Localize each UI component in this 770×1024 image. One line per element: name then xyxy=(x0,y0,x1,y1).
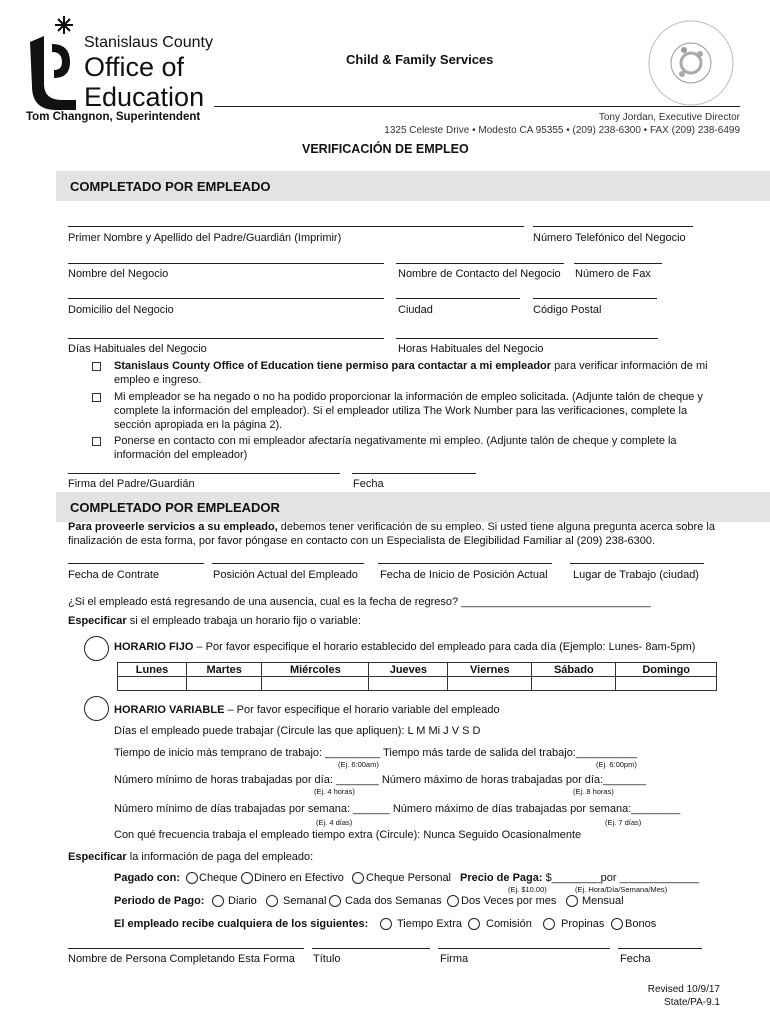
schedule-specify-rest: si el empleado trabaja un horario fijo o variable: xyxy=(126,615,361,627)
variable-schedule-label xyxy=(114,704,500,716)
bonus-label: Bonos xyxy=(625,918,657,930)
bonus-radio[interactable] xyxy=(611,918,623,930)
business-days-line[interactable] xyxy=(68,338,384,339)
schedule-specify-bold: Especificar xyxy=(68,615,127,627)
logo xyxy=(22,12,222,122)
position-start-label: Fecha de Inicio de Posición Actual xyxy=(380,569,548,581)
start-time-line: Tiempo de inicio más temprano de trabajo: _________ Tiempo más tarde de salida del trabajo:__________ xyxy=(114,747,638,759)
refused-text: Mi empleador se ha negado o no ha podido proporcionar la información de empleo solicitada. (Adjunte talón de cheque y complete la información del empleador). Si el empleador utiliza The Work Number para las verificaciones, complete la sección apropiada en la página 2). xyxy=(114,391,703,431)
permission-text xyxy=(114,359,716,387)
schedule-specify xyxy=(68,615,361,627)
business-hours-line[interactable] xyxy=(396,338,658,339)
seal-emblem-icon xyxy=(646,18,736,108)
director: Tony Jordan, Executive Director xyxy=(598,112,740,123)
business-address-line[interactable] xyxy=(68,298,384,299)
city-label: Ciudad xyxy=(398,304,433,316)
permission-checkbox[interactable] xyxy=(92,362,101,371)
business-name-label: Nombre del Negocio xyxy=(68,268,169,280)
revised-date: Revised 10/9/17 xyxy=(647,984,720,995)
fax-line[interactable] xyxy=(574,263,662,264)
period-daily-radio[interactable] xyxy=(212,895,224,907)
example-start: (Ej. 6:00am) xyxy=(338,760,379,769)
fax-label: Número de Fax xyxy=(575,268,651,280)
example-per: (Ej. Hora/Día/Semana/Mes) xyxy=(575,885,668,894)
title-label: Título xyxy=(313,953,341,965)
day-entry-cell[interactable] xyxy=(369,677,448,691)
pay-cash-label: Dinero en Efectivo xyxy=(254,872,344,884)
business-name-line[interactable] xyxy=(68,263,384,264)
return-date-question: ¿Si el empleado está regresando de una ausencia, cual es la fecha de regreso? _______________________________ xyxy=(68,596,651,608)
zip-label: Código Postal xyxy=(533,304,602,316)
period-daily-label: Diario xyxy=(228,895,257,907)
commission-radio[interactable] xyxy=(468,918,480,930)
parent-signature-line[interactable] xyxy=(68,473,340,474)
parent-name-line[interactable] xyxy=(68,226,524,227)
tips-label: Propinas xyxy=(561,918,605,930)
period-biweekly-radio[interactable] xyxy=(329,895,341,907)
tips-radio[interactable] xyxy=(543,918,555,930)
example-rate: (Ej. $10.00) xyxy=(508,885,547,894)
logo-name-2: Office of xyxy=(84,52,185,82)
pay-period-label: Periodo de Pago: xyxy=(114,895,205,907)
business-contact-line[interactable] xyxy=(396,263,564,264)
example-end: (Ej. 6:00pm) xyxy=(596,760,637,769)
negative-effect-text: Ponerse en contacto con mi empleador afectaría negativamente mi empleo. (Adjunte talón de cheque y complete la información del empleador) xyxy=(114,435,677,461)
workplace-line[interactable] xyxy=(570,563,704,564)
section-employee-heading-text: COMPLETADO POR EMPLEADO xyxy=(70,179,271,194)
address: 1325 Celeste Drive • Modesto CA 95355 • (209) 238-6300 • FAX (209) 238-6499 xyxy=(384,125,740,136)
business-hours-label: Horas Habituales del Negocio xyxy=(398,343,544,355)
period-weekly-label: Semanal xyxy=(283,895,327,907)
department-title: Child & Family Services xyxy=(346,52,494,67)
day-entry-cell[interactable] xyxy=(616,677,717,691)
business-phone-label: Número Telefónico del Negocio xyxy=(533,232,686,244)
day-header: Viernes xyxy=(448,663,532,677)
refused-checkbox[interactable] xyxy=(92,393,101,402)
title-line[interactable] xyxy=(312,948,430,949)
completer-label: Nombre de Persona Completando Esta Forma xyxy=(68,953,295,965)
business-address-label: Domicilio del Negocio xyxy=(68,304,174,316)
period-biweekly-label: Cada dos Semanas xyxy=(345,895,442,907)
example-min-hours: (Ej. 4 horas) xyxy=(314,787,355,796)
logo-name-1: Stanislaus County xyxy=(84,34,213,51)
employer-intro-rest: debemos tener verificación de su empleo. Si usted tiene alguna pregunta acerca sobre la finalización de esta forma, por favor póngase en contacto con un Especialista de Elegibilidad Familiar al (209) 238-6300. xyxy=(68,521,715,547)
day-entry-cell[interactable] xyxy=(448,677,532,691)
pay-check-label: Cheque xyxy=(199,872,238,884)
min-days-line: Número mínimo de días trabajadas por semana: ______ Número máximo de días trabajadas por semana:________ xyxy=(114,803,681,815)
section-employee-heading xyxy=(56,171,770,201)
position-start-line[interactable] xyxy=(378,563,552,564)
pay-check-radio[interactable] xyxy=(186,872,198,884)
fixed-schedule-label xyxy=(114,641,695,653)
employer-date-label: Fecha xyxy=(620,953,651,965)
day-entry-cell[interactable] xyxy=(262,677,369,691)
paid-with-label: Pagado con: xyxy=(114,872,181,884)
day-header: Jueves xyxy=(369,663,448,677)
fixed-schedule-table xyxy=(117,662,717,691)
parent-signature-label: Firma del Padre/Guardián xyxy=(68,478,195,490)
day-entry-cell[interactable] xyxy=(532,677,616,691)
section-employer-heading-text: COMPLETADO POR EMPLEADOR xyxy=(70,500,280,515)
overtime-line: Con qué frecuencia trabaja el empleado tiempo extra (Circule): Nunca Seguido Ocasionalmente xyxy=(114,829,582,841)
negative-effect-checkbox[interactable] xyxy=(92,437,101,446)
pay-specify-rest: la información de paga del empleado: xyxy=(126,851,314,863)
example-max-hours: (Ej. 8 horas) xyxy=(573,787,614,796)
employer-date-line[interactable] xyxy=(618,948,702,949)
period-weekly-radio[interactable] xyxy=(266,895,278,907)
employer-signature-label: Firma xyxy=(440,953,469,965)
section-employer-heading xyxy=(56,492,770,522)
variable-schedule-bold: HORARIO VARIABLE xyxy=(114,704,225,716)
employer-intro-bold: Para proveerle servicios a su empleado, xyxy=(68,521,278,533)
fixed-schedule-bold: HORARIO FIJO xyxy=(114,641,194,653)
variable-schedule-rest: – Por favor especifique el horario variable del empleado xyxy=(224,704,500,716)
example-max-days: (Ej. 7 días) xyxy=(605,818,642,827)
days-header-row xyxy=(118,663,717,677)
day-header: Lunes xyxy=(118,663,187,677)
parent-date-line[interactable] xyxy=(352,473,476,474)
commission-label: Comisión xyxy=(486,918,532,930)
example-min-days: (Ej. 4 días) xyxy=(316,818,353,827)
permission-text-rest: para verificar información de mi empleo e ingreso. xyxy=(114,360,708,386)
days-entry-row xyxy=(118,677,717,691)
business-phone-line[interactable] xyxy=(533,226,693,227)
period-twice-monthly-radio[interactable] xyxy=(447,895,459,907)
parent-name-label: Primer Nombre y Apellido del Padre/Guardián (Imprimir) xyxy=(68,232,342,244)
variable-schedule-radio[interactable] xyxy=(84,696,109,721)
employer-intro xyxy=(68,520,728,548)
pay-rate-bold: Precio de Paga: xyxy=(460,872,543,884)
permission-text-bold: Stanislaus County Office of Education tiene permiso para contactar a mi empleador xyxy=(114,360,552,372)
day-header: Domingo xyxy=(616,663,717,677)
superintendent: Tom Changnon, Superintendent xyxy=(26,111,201,123)
hire-date-line[interactable] xyxy=(68,563,204,564)
days-can-work: Días el empleado puede trabajar (Circule las que apliquen): L M Mi J V S D xyxy=(114,725,481,737)
form-number: State/PA-9.1 xyxy=(664,997,720,1008)
completer-line[interactable] xyxy=(68,948,304,949)
fixed-schedule-rest: – Por favor especifique el horario establecido del empleado para cada día (Ejemplo: Lunes- 8am-5pm) xyxy=(193,641,696,653)
business-contact-label: Nombre de Contacto del Negocio xyxy=(398,268,561,280)
day-entry-cell[interactable] xyxy=(187,677,262,691)
period-twice-monthly-label: Dos Veces por mes xyxy=(461,895,557,907)
day-header: Martes xyxy=(187,663,262,677)
pay-personal-check-label: Cheque Personal xyxy=(366,872,452,884)
day-header: Miércoles xyxy=(262,663,369,677)
seal xyxy=(646,18,736,108)
day-entry-cell[interactable] xyxy=(118,677,187,691)
pay-rate xyxy=(460,872,699,884)
pay-specify xyxy=(68,851,313,863)
overtime-radio[interactable] xyxy=(380,918,392,930)
pay-cash-radio[interactable] xyxy=(241,872,253,884)
doc-title: VERIFICACIÓN DE EMPLEO xyxy=(302,142,469,156)
current-position-line[interactable] xyxy=(212,563,364,564)
city-line[interactable] xyxy=(396,298,520,299)
min-hours-line: Número mínimo de horas trabajadas por día: _______ Número máximo de horas trabajadas por día:_______ xyxy=(114,774,646,786)
pay-personal-check-radio[interactable] xyxy=(352,872,364,884)
period-monthly-radio[interactable] xyxy=(566,895,578,907)
logo-mark-icon xyxy=(22,14,82,114)
pay-specify-bold: Especificar xyxy=(68,851,127,863)
pay-rate-rest: $________por _____________ xyxy=(542,872,700,884)
overtime-opt-label: Tiempo Extra xyxy=(397,918,463,930)
zip-line[interactable] xyxy=(533,298,657,299)
parent-date-label: Fecha xyxy=(353,478,384,490)
logo-name-3: Education xyxy=(84,82,205,112)
workplace-label: Lugar de Trabajo (ciudad) xyxy=(573,569,699,581)
period-monthly-label: Mensual xyxy=(582,895,624,907)
business-days-label: Días Habituales del Negocio xyxy=(68,343,207,355)
fixed-schedule-radio[interactable] xyxy=(84,636,109,661)
current-position-label: Posición Actual del Empleado xyxy=(213,569,358,581)
hire-date-label: Fecha de Contrate xyxy=(68,569,160,581)
employer-signature-line[interactable] xyxy=(438,948,610,949)
receives-label: El empleado recibe cualquiera de los siguientes: xyxy=(114,918,369,930)
day-header: Sábado xyxy=(532,663,616,677)
